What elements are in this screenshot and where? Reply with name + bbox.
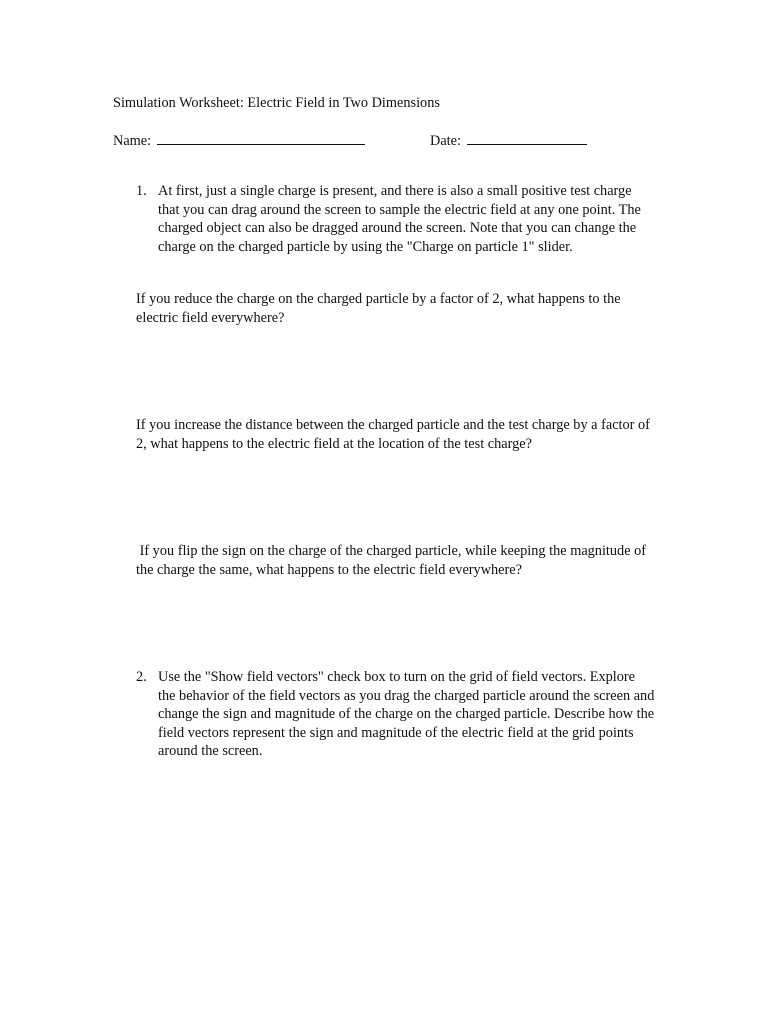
item-1-text: At first, just a single charge is present, and there is also a small positive test charge that you can drag around the screen to sample the electric field at any one point. The charged object can also be dragged around the screen. Note that you can change the charge on the charged particle by using the "Charge on particle 1" slider.	[158, 183, 641, 255]
question-increase-distance: If you increase the distance between the charged particle and the test charge by a factor of 2, what happens to the electric field at the location of the test charge?	[136, 417, 650, 452]
item-2-text: Use the "Show field vectors" check box to turn on the grid of field vectors. Explore the behavior of the field vectors as you drag the charged particle around the screen and change the sign and magnitude of the charge on the charged particle. Describe how the field vectors represent the sign and magnitude of the electric field at the grid points around the screen.	[158, 669, 655, 759]
item-1-number: 1.	[136, 183, 147, 199]
name-blank-line	[157, 130, 365, 145]
question-reduce-charge: If you reduce the charge on the charged particle by a factor of 2, what happens to the electric field everywhere?	[136, 291, 621, 326]
name-label: Name:	[113, 133, 152, 149]
date-blank-line	[467, 130, 587, 145]
date-field-row	[430, 130, 587, 151]
item-2-number: 2.	[136, 669, 147, 685]
item-1	[136, 182, 656, 256]
question-flip-sign: If you flip the sign on the charge of the charged particle, while keeping the magnitude of the charge the same, what happens to the electric field everywhere?	[136, 543, 650, 578]
item-2	[136, 668, 656, 761]
date-label: Date:	[430, 133, 461, 149]
worksheet-title: Simulation Worksheet: Electric Field in Two Dimensions	[113, 95, 440, 111]
name-field-row	[113, 130, 365, 151]
